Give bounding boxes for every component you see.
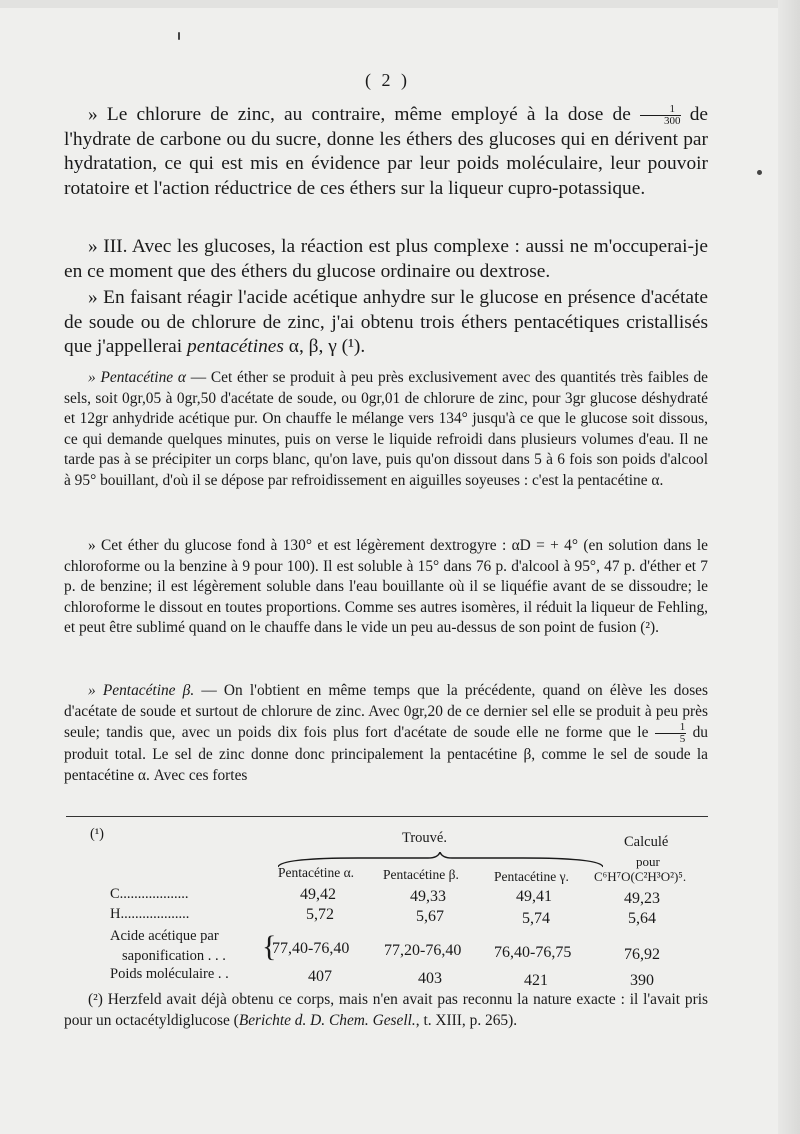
footnote-marker: (¹) [90,826,105,842]
fraction-one-three-hundredth: $\frac{1}{300}$ [640,104,681,127]
footnote-separator [66,816,708,817]
table-cell: 407 [308,968,332,985]
footnote-herzfeld: (²) Herzfeld avait déjà obtenu ce corps, mais n'en avait pas reconnu la nature exacte : il l'avait pris pour un octacétyldiglucose (Berichte d. D. Chem. Gesell., t. XIII, p. 265). [64,991,708,1029]
paragraph-glucoses: » III. Avec les glucoses, la réaction est plus complexe : aussi ne m'occuperai-je en ce moment que des éthers du glucose ordinaire ou dextrose. [64,236,708,282]
table-cell: 390 [630,972,654,989]
row-label: C................... [110,886,189,902]
paragraph-zinc-chloride: » Le chlorure de zinc, au contraire, même employé à la dose de $\frac{1}{300}$ de l'hydrate de carbone ou du sucre, donne les éthers des glucoses qui en dérivent par hydratation, ce qui est mis en évidence par leur poids moléculaire, leur pouvoir rotatoire et l'action réductrice de ces éthers sur la liqueur cupro-potassique. [64,103,709,199]
paragraph-ether-properties: » Cet éther du glucose fond à 130° et est légèrement dextrogyre : αD = + 4° (en solution dans le chloroforme ou la benzine à 9 pour 100). Il est soluble à 15° dans 76 p. d'alcool à 95°, 47 p. d'éther et 7 p. de benzine; il est légèrement soluble dans l'eau bouillante où il se liquéfie avant de se dissoudre; le chloroforme le dissout en toutes proportions. Comme ses autres isomères, il réduit la liqueur de Fehling, et peut être sublimé quand on le chauffe dans le vide un peu au-dessus de son point de fusion (²). [64,537,708,636]
paragraph-acetic-acid: » En faisant réagir l'acide acétique anhydre sur le glucose en présence d'acétate de soude ou de chlorure de zinc, j'ai obtenu trois éthers pentacétiques cristallisés que j'appellerai pentacétines α, β, γ (¹). [64,287,708,357]
table-cell: 403 [418,970,442,987]
row-label: saponification . . . [122,948,226,964]
table-cell: 5,74 [522,910,550,927]
table-cell: 77,40-76,40 [272,940,350,957]
paragraph-pentacetine-beta: » Pentacétine β. — On l'obtient en même temps que la précédente, quand on élève les doses d'acétate de soude et surtout de chlorure de zinc. Avec 0gr,20 de ce dernier sel elle se produit à peu près seule; tandis que, avec un poids dix fois plus fort d'acétate de soude elle ne forme que le $\frac{1}{5}$ du produit total. Le sel de zinc donne donc principalement la pentacétine β, comme le sel de soude la pentacétine α. Avec ces fortes [64,682,708,784]
table-cell: 49,41 [516,888,552,905]
header-trouve: Trouvé. [402,830,447,846]
header-calcule: Calculé [624,834,669,850]
table-cell: 5,64 [628,910,656,927]
header-pour: pour [636,854,660,869]
page-right-edge [778,0,800,1134]
row-label: Acide acétique par [110,928,219,944]
ink-speck [757,170,762,175]
table-cell: 77,20-76,40 [384,942,462,959]
page-number: ( 2 ) [365,70,410,90]
table-cell: 76,92 [624,946,660,963]
row-label: H................... [110,906,190,922]
table-cell: 5,67 [416,908,444,925]
column-header: Pentacétine γ. [494,869,569,884]
table-cell: 421 [524,972,548,989]
table-cell: 49,33 [410,888,446,905]
ink-speck [178,32,180,40]
fraction-one-fifth: $\frac{1}{5}$ [655,722,687,745]
paragraph-pentacetine-alpha: » Pentacétine α — Cet éther se produit à peu près exclusivement avec des quantités très faibles de sels, soit 0gr,05 à 0gr,50 d'acétate de soude, ou 0gr,01 de chlorure de zinc, pour 3gr glucose déshydraté et 12gr anhydride acétique pur. On chauffe le mélange vers 134° jusqu'à ce que le glucose soit dissous, ce qui demande quelques minutes, puis on verse le liquide refroidi dans plusieurs volumes d'eau. Il ne tarde pas à se précipiter un corps blanc, qu'on lave, puis qu'on dissout dans 5 à 6 fois son poids d'alcool à 95° bouillant, d'où il se dépose par refroidissement en aiguilles soyeuses : c'est la pentacétine α. [64,369,708,489]
table-cell: 76,40-76,75 [494,944,572,961]
row-brace: { [262,930,277,963]
table-cell: 49,23 [624,890,660,907]
column-header: Pentacétine α. [278,865,355,880]
row-label: Poids moléculaire . . [110,966,229,982]
column-header: C⁶H⁷O(C²H³O²)⁵. [594,869,687,884]
table-cell: 49,42 [300,886,336,903]
page-top-shadow [0,0,800,8]
column-header: Pentacétine β. [383,867,459,882]
table-cell: 5,72 [306,906,334,923]
